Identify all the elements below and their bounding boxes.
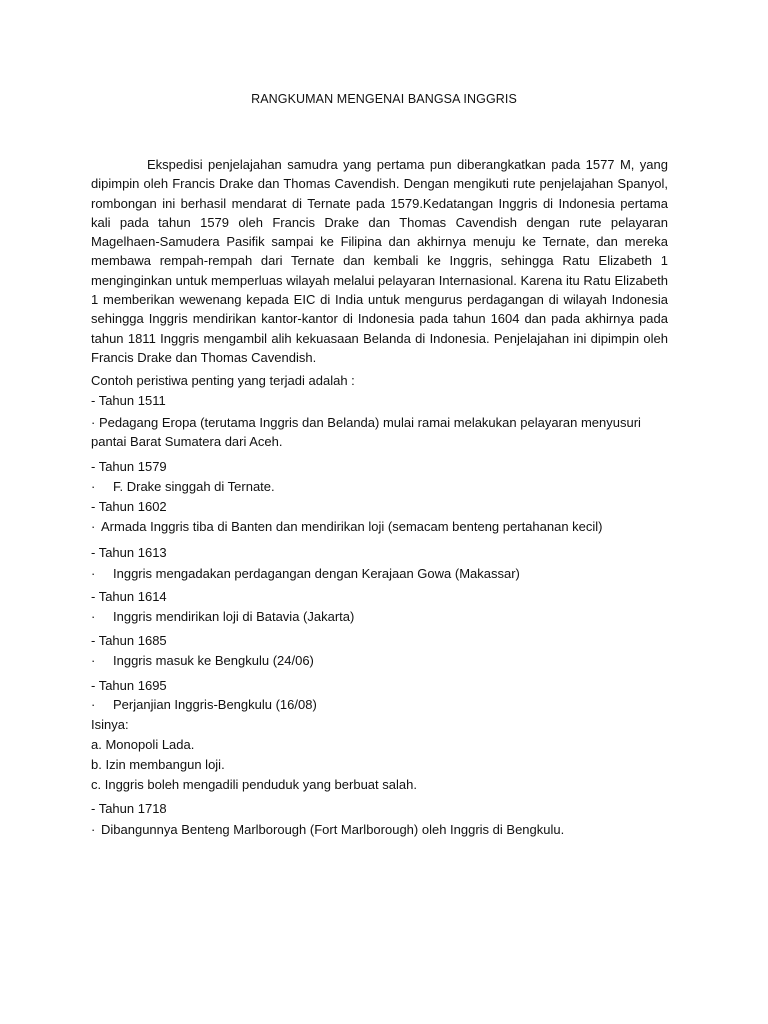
year-1579: - Tahun 1579	[91, 459, 167, 474]
event-1695-text: Perjanjian Inggris-Bengkulu (16/08)	[113, 697, 317, 712]
event-1602-text: Armada Inggris tiba di Banten dan mendirikan loji (semacam benteng pertahanan kecil)	[101, 519, 603, 534]
bullet-icon: ·	[91, 653, 96, 668]
main-paragraph	[91, 155, 668, 367]
bullet-icon: ·	[91, 519, 96, 534]
event-1718-text: Dibangunnya Benteng Marlborough (Fort Marlborough) oleh Inggris di Bengkulu.	[101, 822, 565, 837]
year-1695: - Tahun 1695	[91, 678, 167, 693]
bullet-icon: ·	[91, 566, 96, 581]
year-1718: - Tahun 1718	[91, 801, 167, 816]
event-1511: · Pedagang Eropa (terutama Inggris dan Belanda) mulai ramai melakukan pelayaran menyusuri pantai Barat Sumatera dari Aceh.	[91, 415, 641, 450]
year-1511: - Tahun 1511	[91, 393, 166, 408]
document-title: RANGKUMAN MENGENAI BANGSA INGGRIS	[251, 92, 517, 106]
event-1613-text: Inggris mengadakan perdagangan dengan Kerajaan Gowa (Makassar)	[113, 566, 520, 581]
agreement-item-a: a. Monopoli Lada.	[91, 737, 195, 752]
main-paragraph-text: Ekspedisi penjelajahan samudra yang pertama pun diberangkatkan pada 1577 M, yang dipimpin oleh Francis Drake dan Thomas Cavendish. Dengan mengikuti rute penjelajahan Spanyol, rombongan ini berhasil mendarat di Ternate pada 1579.Kedatangan Inggris di Indonesia pertama kali pada tahun 1579 oleh Francis Drake dan Thomas Cavendish dengan rute pelayaran Magelhaen-Samudera Pasifik sampai ke Filipina dan akhirnya menuju ke Ternate, dan mereka membawa rempah-rempah dari Ternate dan kembali ke Inggris, sehingga Ratu Elizabeth 1 menginginkan untuk memperluas wilayah melalui pelayaran Internasional. Karena itu Ratu Elizabeth 1 memberikan wewenang kepada EIC di India untuk mengurus perdagangan di wilayah Indonesia sehingga Inggris mendirikan kantor-kantor di Indonesia pada tahun 1604 dan pada akhirnya pada tahun 1811 Inggris mengambil alih kekuasaan Belanda di Indonesia. Penjelajahan ini dipimpin oleh Francis Drake dan Thomas Cavendish.	[91, 157, 668, 365]
event-1685	[91, 653, 314, 668]
event-1602	[91, 519, 603, 534]
bullet-icon: ·	[91, 822, 96, 837]
event-1695	[91, 697, 317, 712]
event-1613	[91, 566, 520, 581]
year-1614: - Tahun 1614	[91, 589, 167, 604]
event-1579	[91, 479, 275, 494]
event-1718	[91, 822, 564, 837]
bullet-icon: ·	[91, 697, 96, 712]
event-1579-text: F. Drake singgah di Ternate.	[113, 479, 275, 494]
event-1614	[91, 609, 354, 624]
agreement-item-c: c. Inggris boleh mengadili penduduk yang berbuat salah.	[91, 777, 417, 792]
bullet-icon: ·	[91, 609, 96, 624]
agreement-contents-label: Isinya:	[91, 717, 129, 732]
event-1685-text: Inggris masuk ke Bengkulu (24/06)	[113, 653, 314, 668]
bullet-icon: ·	[91, 479, 96, 494]
year-1613: - Tahun 1613	[91, 545, 167, 560]
events-intro: Contoh peristiwa penting yang terjadi adalah :	[91, 373, 355, 388]
year-1602: - Tahun 1602	[91, 499, 167, 514]
agreement-item-b: b. Izin membangun loji.	[91, 757, 225, 772]
event-1614-text: Inggris mendirikan loji di Batavia (Jakarta)	[113, 609, 355, 624]
year-1685: - Tahun 1685	[91, 633, 167, 648]
